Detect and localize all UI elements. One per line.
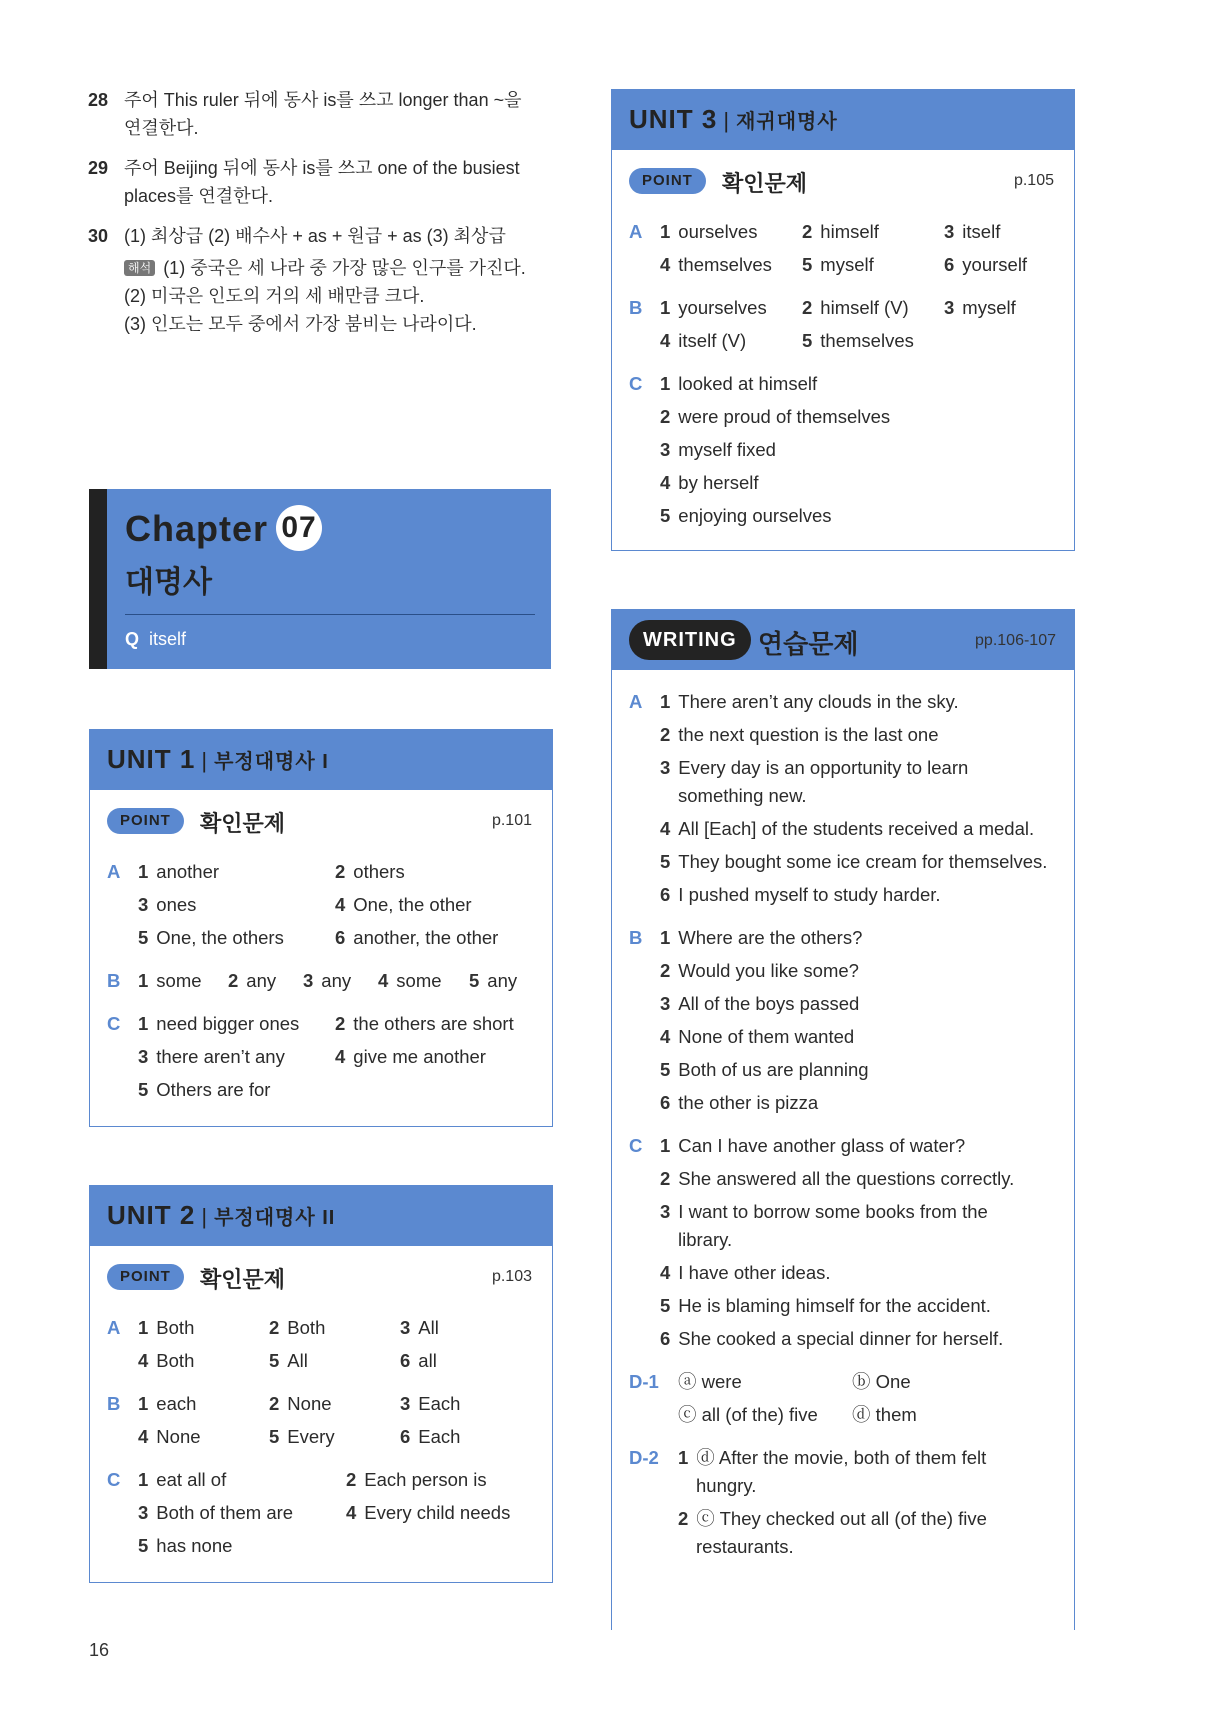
unit-title: UNIT 2 | 부정대명사 II [107, 1200, 336, 1230]
chapter-divider [125, 614, 535, 615]
unit3-header [612, 90, 1074, 150]
answer-item: 2 others [335, 861, 405, 882]
answer-item: 2 were proud of themselves [660, 406, 891, 427]
answer-item: ⓑ One [852, 1371, 911, 1392]
answer-item: 2 ⓒ They checked out all (of the) five [678, 1508, 987, 1529]
page-number: 16 [89, 1640, 110, 1660]
answer-item: 1 need bigger ones [138, 1013, 300, 1034]
answer-item: 3 Each [400, 1393, 461, 1414]
answer-item: 2 None [269, 1393, 332, 1414]
section-letter: C [629, 1135, 643, 1156]
answer-item: 2 She answered all the questions correctly. [660, 1168, 1015, 1189]
chapter-label: Chapter [125, 508, 269, 549]
answer-item: 2 himself (V) [802, 297, 909, 318]
answer-number: 29 [88, 158, 109, 178]
answer-item: ⓓ them [852, 1404, 917, 1425]
answer-item: 2 the next question is the last one [660, 724, 939, 745]
answer-item: 5 All [269, 1350, 308, 1371]
answer-text: 연결한다. [124, 118, 199, 138]
answer-item: 1 There aren’t any clouds in the sky. [660, 691, 959, 712]
answer-item: 6 all [400, 1350, 437, 1371]
answer-item: 6 I pushed myself to study harder. [660, 884, 941, 905]
answer-29 [88, 154, 548, 210]
answer-item: 4 One, the other [335, 894, 472, 915]
unit1-header [90, 730, 552, 790]
answer-item: 2 any [228, 970, 277, 991]
answer-item: 1 each [138, 1393, 197, 1414]
answer-item: 6 yourself [944, 254, 1028, 275]
writing-header [612, 610, 1074, 670]
answer-item: 4 I have other ideas. [660, 1262, 831, 1283]
section-title: 확인문제 [200, 1267, 286, 1292]
chapter-bar [89, 489, 107, 669]
point-pill: POINT [107, 1264, 184, 1290]
answer-continuation: something new. [678, 785, 807, 806]
answer-item: 5 Every [269, 1426, 335, 1447]
answer-item: 3 myself [944, 297, 1016, 318]
unit1-box [89, 729, 553, 1127]
section-letter: A [629, 221, 643, 242]
answer-item: 6 She cooked a special dinner for herself. [660, 1328, 1004, 1349]
answer-item: 6 the other is pizza [660, 1092, 819, 1113]
unit3-box [611, 89, 1075, 551]
section-letter: A [629, 691, 643, 712]
unit-title: UNIT 1 | 부정대명사 I [107, 744, 329, 774]
section-letter: C [107, 1013, 121, 1034]
answer-item: 1 some [138, 970, 202, 991]
answer-item: 5 Others are for [138, 1079, 271, 1100]
section-title: 연습문제 [758, 629, 859, 659]
q-answer: itself [149, 629, 187, 649]
translation-line: (3) 인도는 모두 중에서 가장 붐비는 나라이다. [124, 314, 477, 334]
chapter-title [125, 505, 322, 551]
section-letter: D-2 [629, 1447, 659, 1468]
unit2-header [90, 1186, 552, 1246]
writing-box [611, 609, 1075, 1630]
answer-item: 5 themselves [802, 330, 914, 351]
answer-item: 2 Would you like some? [660, 960, 859, 981]
answer-item: 5 has none [138, 1535, 233, 1556]
answer-item: 1 eat all of [138, 1469, 227, 1490]
answer-item: 2 Each person is [346, 1469, 487, 1490]
answer-item: 4 All [Each] of the students received a medal. [660, 818, 1035, 839]
answer-item: 3 any [303, 970, 352, 991]
answer-item: 3 myself fixed [660, 439, 776, 460]
answer-item: 2 Both [269, 1317, 326, 1338]
answer-item: 3 itself [944, 221, 1001, 242]
translation-tag: 해석 [124, 260, 155, 276]
section-letter: D-1 [629, 1371, 659, 1392]
answer-number: 28 [88, 90, 109, 110]
unit-title: UNIT 3 | 재귀대명사 [629, 104, 838, 134]
answer-text: 주어 This ruler 뒤에 동사 is를 쓰고 longer than ~을 [124, 90, 522, 110]
section-letter: A [107, 861, 121, 882]
answer-item: 3 All [400, 1317, 439, 1338]
answer-item: 4 by herself [660, 472, 759, 493]
answer-item: 3 ones [138, 894, 197, 915]
answer-item: 5 enjoying ourselves [660, 505, 832, 526]
answer-item: 6 another, the other [335, 927, 499, 948]
answer-item: 1 Both [138, 1317, 195, 1338]
answer-item: 4 itself (V) [660, 330, 747, 351]
answer-item: 5 They bought some ice cream for themselves. [660, 851, 1048, 872]
answer-item: 4 Every child needs [346, 1502, 511, 1523]
chapter-card [89, 489, 551, 669]
answer-item: 1 yourselves [660, 297, 767, 318]
answer-item: 5 One, the others [138, 927, 284, 948]
answer-item: 4 Both [138, 1350, 195, 1371]
section-title: 확인문제 [722, 171, 808, 196]
answer-item: 1 Where are the others? [660, 927, 863, 948]
answer-continuation: library. [678, 1229, 733, 1250]
q-label: Q [125, 629, 140, 649]
answer-item: 5 He is blaming himself for the accident. [660, 1295, 991, 1316]
section-letter: B [629, 927, 643, 948]
section-letter: B [107, 1393, 121, 1414]
unit2-box [89, 1185, 553, 1583]
answer-item: 6 Each [400, 1426, 461, 1447]
chapter-question [125, 629, 186, 650]
answer-item: 4 None [138, 1426, 201, 1447]
answer-item: 4 some [378, 970, 442, 991]
answer-item: 1 looked at himself [660, 373, 818, 394]
answer-item: 5 myself [802, 254, 874, 275]
translation-line: (2) 미국은 인도의 거의 세 배만큼 크다. [124, 286, 425, 306]
page-ref: p.105 [1013, 172, 1054, 189]
answer-item: 3 All of the boys passed [660, 993, 860, 1014]
answer-item: 1 Can I have another glass of water? [660, 1135, 966, 1156]
answer-item: 2 himself [802, 221, 879, 242]
answer-item: 5 Both of us are planning [660, 1059, 869, 1080]
answer-text: places를 연결한다. [124, 186, 273, 206]
answer-item: 3 Both of them are [138, 1502, 294, 1523]
answer-item: 5 any [469, 970, 518, 991]
answer-item: ⓒ all (of the) five [678, 1404, 818, 1425]
page-ref: p.103 [491, 1268, 532, 1285]
answer-continuation: restaurants. [696, 1536, 794, 1557]
answer-item: 3 I want to borrow some books from the [660, 1201, 988, 1222]
answer-28 [88, 86, 548, 142]
answer-item: 4 give me another [335, 1046, 486, 1067]
answer-item: 3 Every day is an opportunity to learn [660, 757, 969, 778]
answer-continuation: hungry. [696, 1475, 757, 1496]
answer-item: 4 themselves [660, 254, 772, 275]
answer-item: ⓐ were [678, 1371, 742, 1392]
answer-item: 1 ⓓ After the movie, both of them felt [678, 1447, 987, 1468]
answer-30 [88, 222, 548, 338]
answer-item: 4 None of them wanted [660, 1026, 855, 1047]
page-ref: pp.106-107 [975, 632, 1056, 649]
writing-pill: WRITING [629, 620, 751, 660]
answer-text: 주어 Beijing 뒤에 동사 is를 쓰고 one of the busiest [124, 158, 520, 178]
point-pill: POINT [107, 808, 184, 834]
section-letter: B [629, 297, 643, 318]
section-letter: B [107, 970, 121, 991]
answer-item: 1 ourselves [660, 221, 758, 242]
translation-line: (1) 중국은 세 나라 중 가장 많은 인구를 가진다. [163, 258, 526, 278]
answer-text: (1) 최상급 (2) 배수사 + as + 원급 + as (3) 최상급 [124, 226, 506, 246]
section-letter: C [107, 1469, 121, 1490]
page-ref: p.101 [491, 812, 532, 829]
point-pill: POINT [629, 168, 706, 194]
chapter-subtitle: 대명사 [125, 566, 212, 599]
answer-number: 30 [88, 226, 109, 246]
section-title: 확인문제 [200, 811, 286, 836]
section-letter: C [629, 373, 643, 394]
answer-item: 1 another [138, 861, 220, 882]
answer-item: 3 there aren’t any [138, 1046, 285, 1067]
section-letter: A [107, 1317, 121, 1338]
answer-item: 2 the others are short [335, 1013, 514, 1034]
chapter-number-badge: 07 [276, 505, 322, 551]
